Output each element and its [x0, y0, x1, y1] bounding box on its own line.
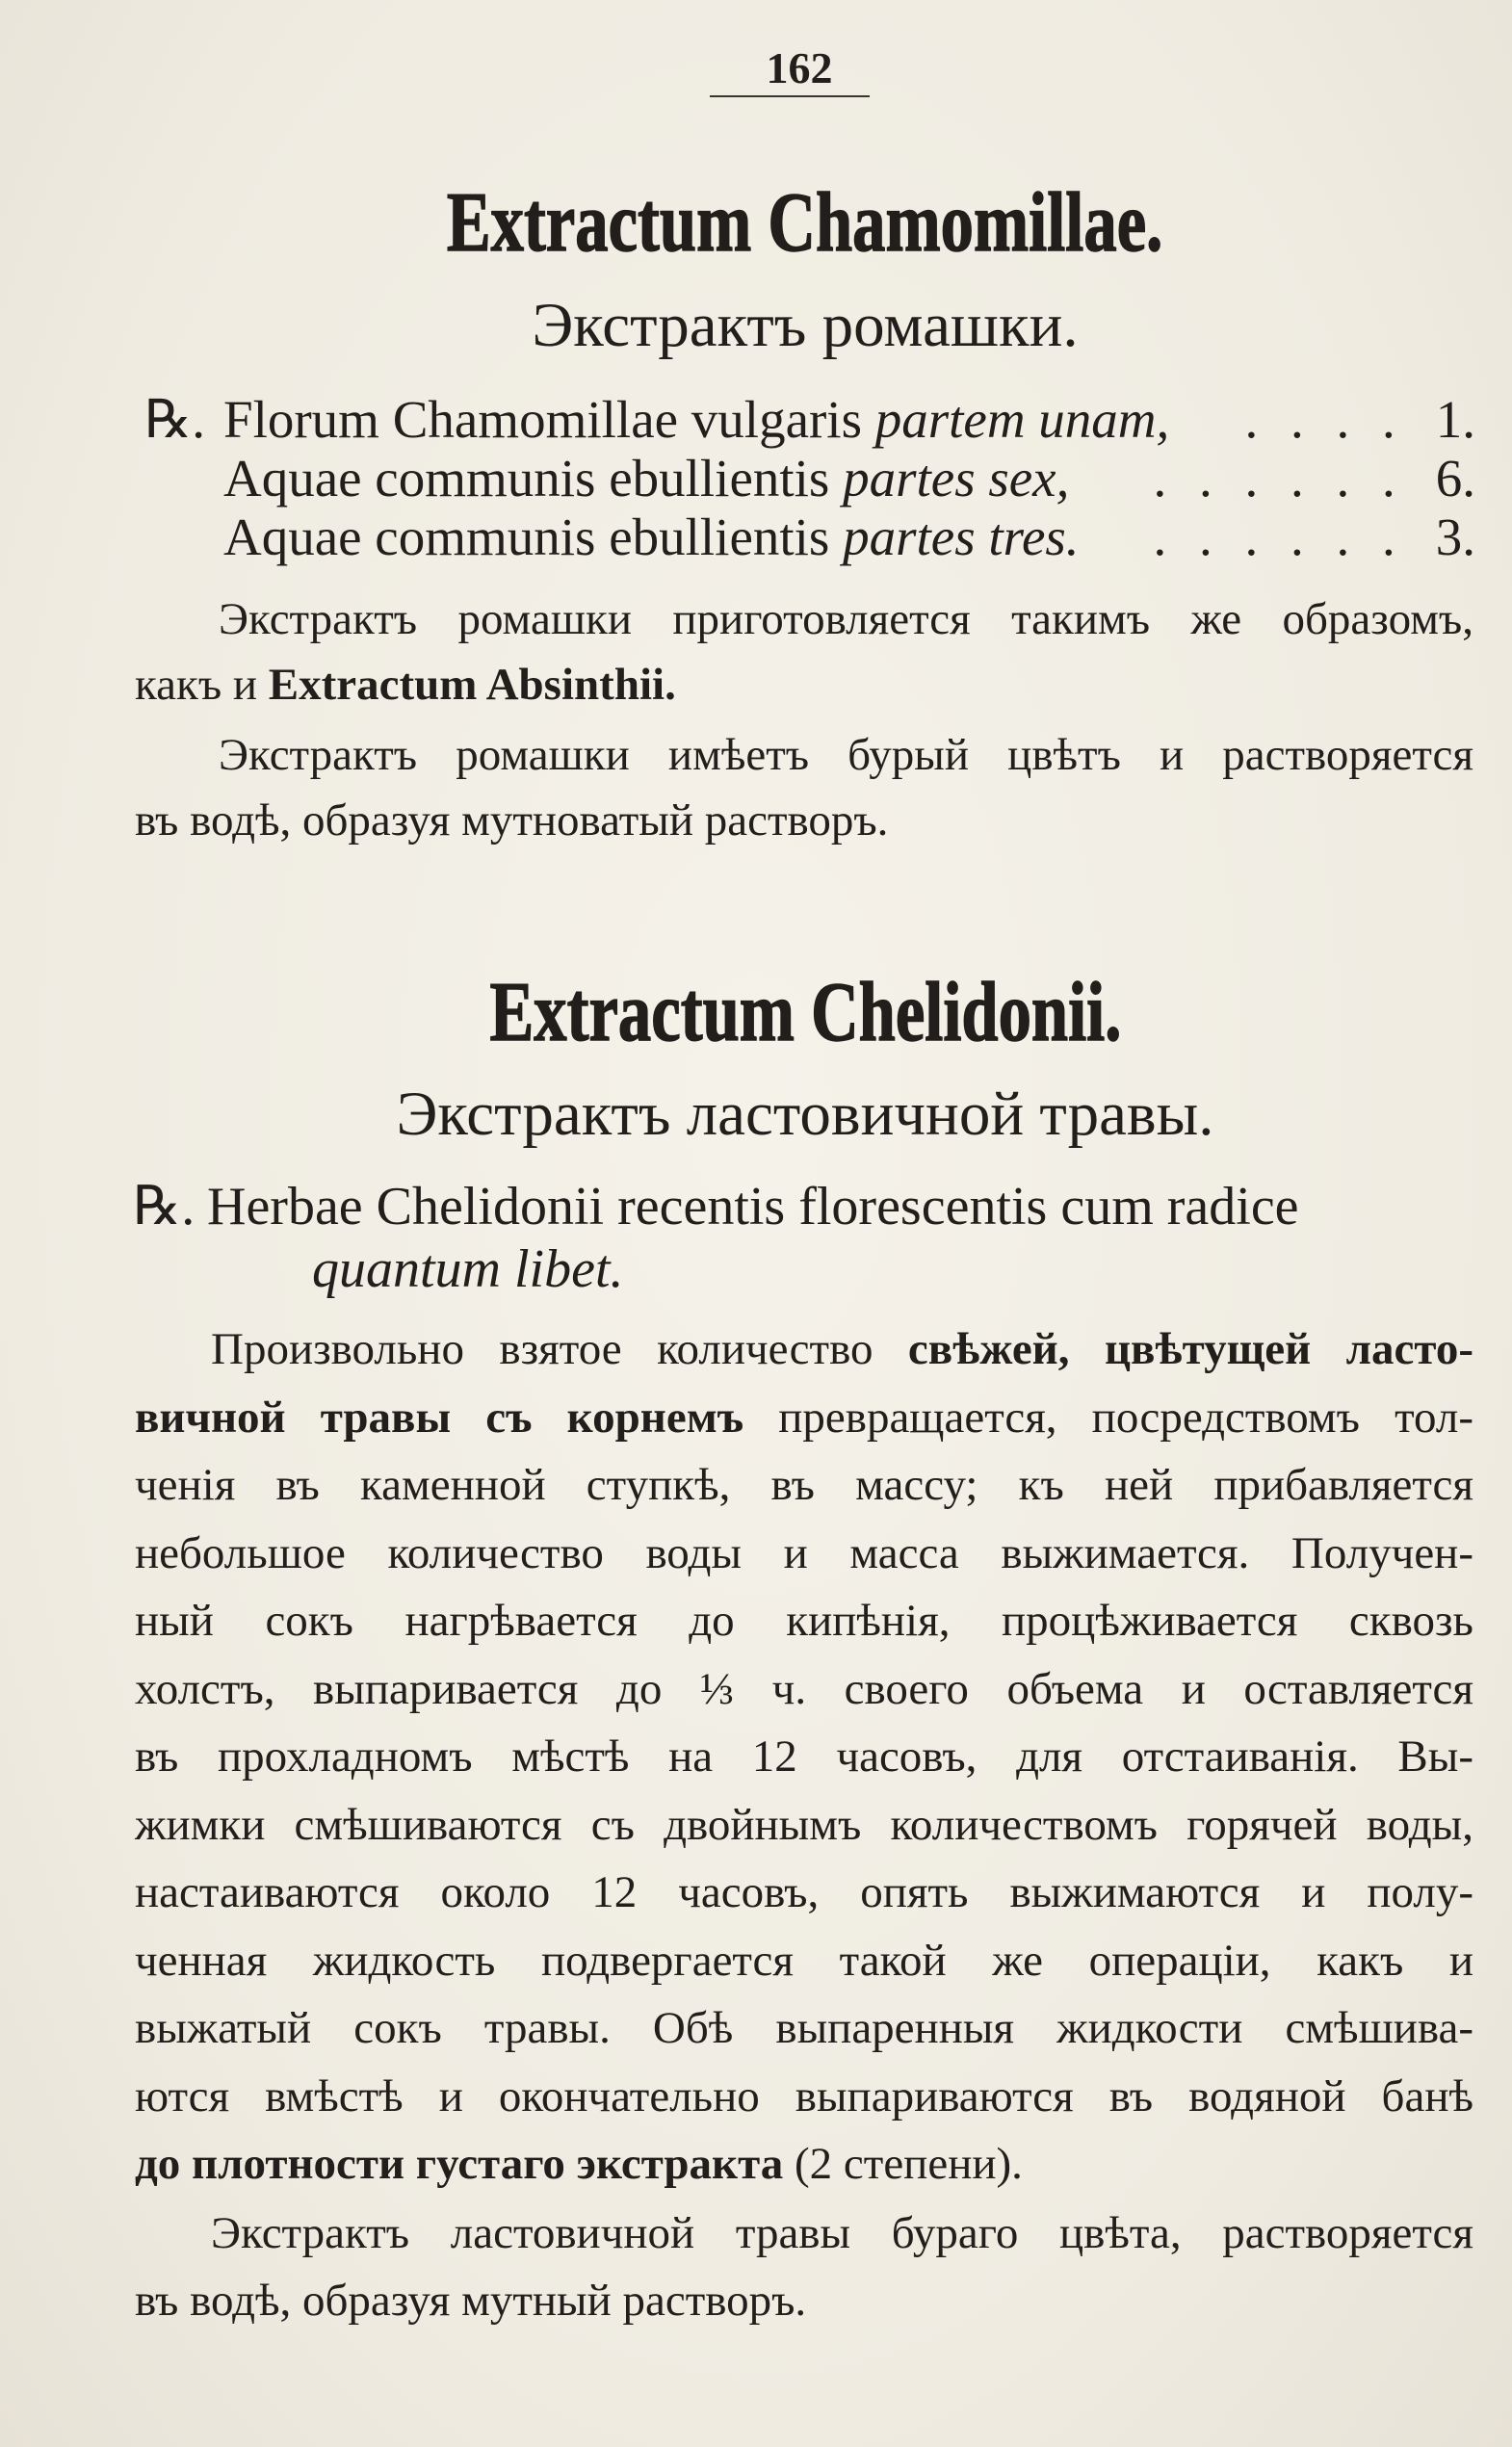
text-line: жимки смѣшиваются съ двойнымъ количествомъ горячей воды, — [135, 1799, 1473, 1850]
recipe-ingredient-label — [223, 449, 1069, 508]
text-line: ный сокъ нагрѣвается до кипѣнія, процѣживается сквозь — [135, 1596, 1473, 1646]
text-line: холстъ, выпаривается до ⅓ ч. своего объема и оставляется — [135, 1663, 1473, 1714]
section-title-text: Extractum Chamomillae. — [447, 176, 1163, 270]
text-line — [135, 1315, 1473, 1384]
recipe-line — [223, 449, 1475, 508]
section-title-chamomillae — [131, 176, 1479, 270]
recipe-ingredient: Aquae communis ebullientis — [223, 449, 830, 508]
text-segment: превращается, посредствомъ тол- — [743, 1392, 1473, 1443]
recipe-symbol: ℞. — [133, 1177, 196, 1237]
section-subtitle-chelidonii: Экстрактъ ластовичной травы. — [396, 1080, 1214, 1149]
page-number-rule — [710, 95, 870, 97]
recipe-quantity: partem unam, — [874, 390, 1170, 449]
recipe-line — [223, 390, 1475, 449]
text-line: ченія въ каменной ступкѣ, въ массу; къ ней прибавляется — [135, 1460, 1473, 1510]
text-line: настаиваются около 12 часовъ, опять выжимаются и полу- — [135, 1867, 1473, 1917]
text-line — [135, 652, 1473, 717]
recipe-leader-dots: . . . . . . — [1153, 508, 1395, 566]
recipe-ingredient-label — [223, 390, 1169, 449]
paragraph — [135, 1315, 1473, 2199]
text-line: Экстрактъ ромашки имѣетъ бурый цвѣтъ и растворяется — [219, 730, 1473, 780]
recipe-leader-dots: . . . . — [1244, 390, 1395, 449]
text-line — [135, 2130, 1473, 2199]
recipe-chelidonii — [207, 1176, 1459, 1301]
section-title-text: Extractum Chelidonii. — [489, 966, 1121, 1059]
text-line: въ водѣ, образуя мутный растворъ. — [135, 2276, 807, 2326]
paragraph — [135, 2200, 1473, 2334]
recipe-ingredient-label — [223, 508, 1080, 566]
section-subtitle-chamomillae: Экстрактъ ромашки. — [532, 291, 1079, 360]
recipe-ingredient: Aquae communis ebullientis — [223, 508, 830, 566]
bold-text: свѣжей, цвѣтущей ласто- — [907, 1324, 1474, 1374]
recipe-amount: 1. — [1435, 390, 1475, 449]
text-line: небольшое количество воды и масса выжимается. Получен- — [135, 1527, 1473, 1578]
recipe-amount: 3. — [1435, 508, 1475, 566]
text-line: Экстрактъ ромашки приготовляется такимъ же образомъ, — [219, 594, 1473, 644]
recipe-ingredient: Florum Chamomillae vulgaris — [223, 390, 862, 449]
recipe-quantity: partes tres. — [843, 508, 1080, 566]
recipe-leader-dots: . . . . . . — [1153, 449, 1395, 508]
paragraph — [135, 586, 1473, 717]
recipe-quantity: partes sex, — [843, 449, 1070, 508]
recipe-ingredient: Herbae Chelidonii recentis florescentis cum radice — [207, 1177, 1299, 1237]
bold-text: вичной травы съ корнемъ — [135, 1392, 744, 1443]
text-line: въ прохладномъ мѣстѣ на 12 часовъ, для отстаиванія. Вы- — [135, 1731, 1473, 1782]
bold-text: Extractum Absinthii. — [268, 660, 676, 710]
text-line: Экстрактъ ластовичной травы бураго цвѣта, растворяется — [211, 2208, 1473, 2258]
paragraph — [135, 722, 1473, 853]
recipe-chamomillae — [223, 390, 1475, 566]
recipe-quantity: quantum libet. — [312, 1239, 624, 1299]
bold-text: до плотности густаго экстракта — [135, 2139, 784, 2189]
text-line: въ водѣ, образуя мутноватый растворъ. — [135, 795, 889, 846]
text-line: ченная жидкость подвергается такой же операціи, какъ и — [135, 1935, 1473, 1986]
text-segment: (2 степени). — [783, 2139, 1023, 2189]
text-segment: Произвольно взятое количество — [211, 1324, 908, 1374]
section-title-chelidonii — [131, 966, 1479, 1059]
text-line: ются вмѣстѣ и окончательно выпариваются въ водяной банѣ — [135, 2070, 1473, 2122]
page-number: 162 — [766, 43, 833, 92]
text-line: выжатый сокъ травы. Обѣ выпаренныя жидкости смѣшива- — [135, 2003, 1473, 2053]
text-segment: какъ и — [135, 660, 269, 710]
recipe-symbol: ℞. — [144, 390, 206, 449]
text-line — [135, 1384, 1473, 1452]
recipe-quantity-line — [207, 1238, 1459, 1301]
recipe-line — [223, 508, 1475, 566]
recipe-amount: 6. — [1435, 449, 1475, 508]
